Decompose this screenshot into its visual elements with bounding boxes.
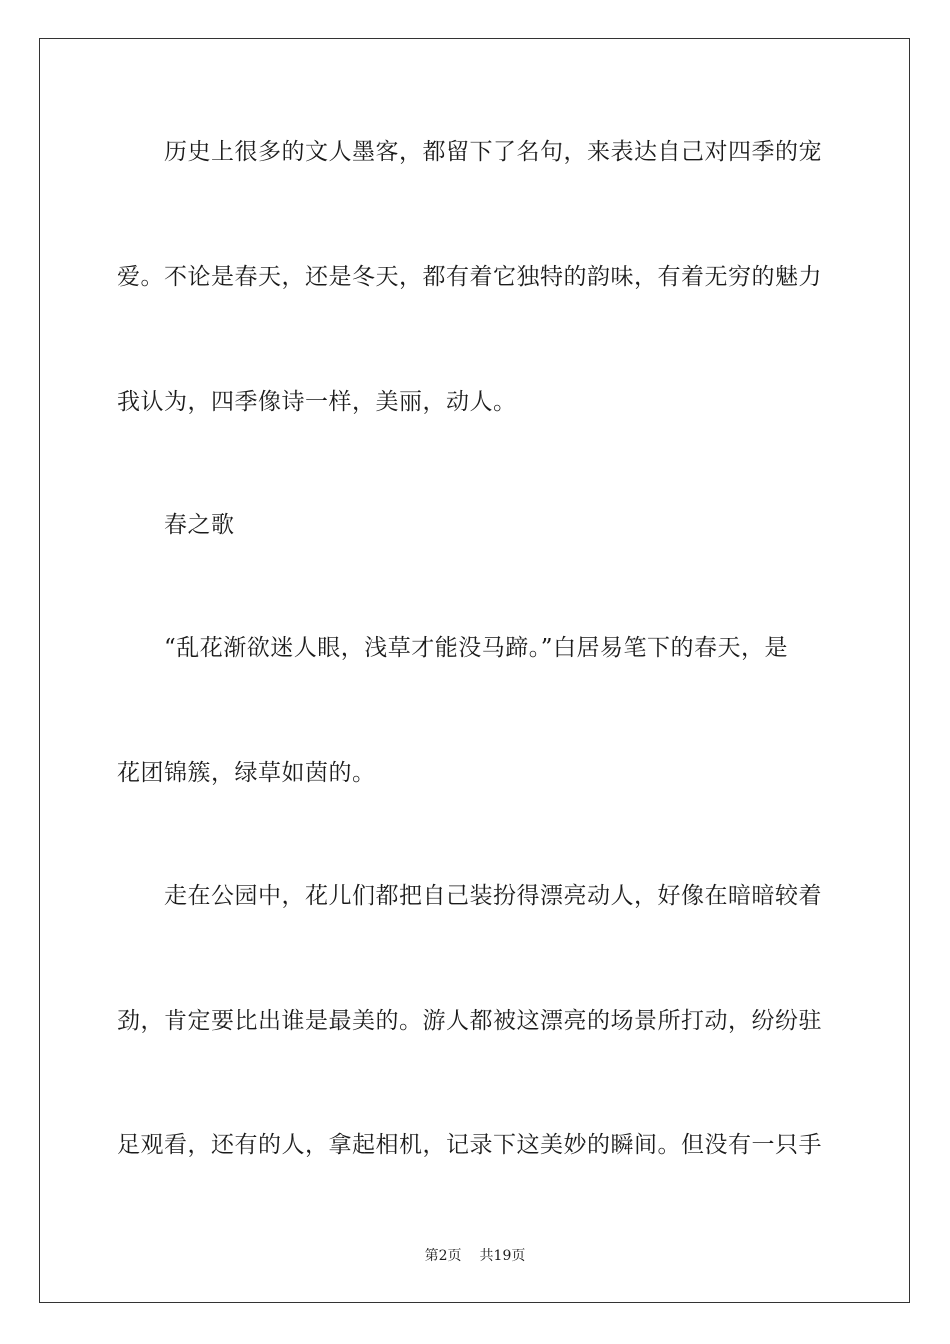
current-page-number: 第2页 xyxy=(424,1248,462,1264)
paragraph-line-8: 劲，肯定要比出谁是最美的。游人都被这漂亮的场景所打动，纷纷驻 xyxy=(117,1008,822,1034)
paragraph-line-1: 历史上很多的文人墨客，都留下了名句，来表达自己对四季的宠 xyxy=(164,139,822,165)
page-border xyxy=(39,38,910,1303)
total-pages: 共19页 xyxy=(479,1248,526,1264)
paragraph-line-2: 爱。不论是春天，还是冬天，都有着它独特的韵味，有着无穷的魅力 xyxy=(117,264,822,290)
paragraph-line-7: 走在公园中，花儿们都把自己装扮得漂亮动人，好像在暗暗较着 xyxy=(164,883,822,909)
section-heading: 春之歌 xyxy=(164,512,235,538)
page-footer xyxy=(0,1247,950,1265)
paragraph-line-5: “乱花渐欲迷人眼，浅草才能没马蹄。”白居易笔下的春天，是 xyxy=(164,635,789,661)
paragraph-line-3: 我认为，四季像诗一样，美丽，动人。 xyxy=(117,389,517,415)
paragraph-line-6: 花团锦簇，绿草如茵的。 xyxy=(117,760,376,786)
paragraph-line-9: 足观看，还有的人，拿起相机，记录下这美妙的瞬间。但没有一只手 xyxy=(117,1132,822,1158)
